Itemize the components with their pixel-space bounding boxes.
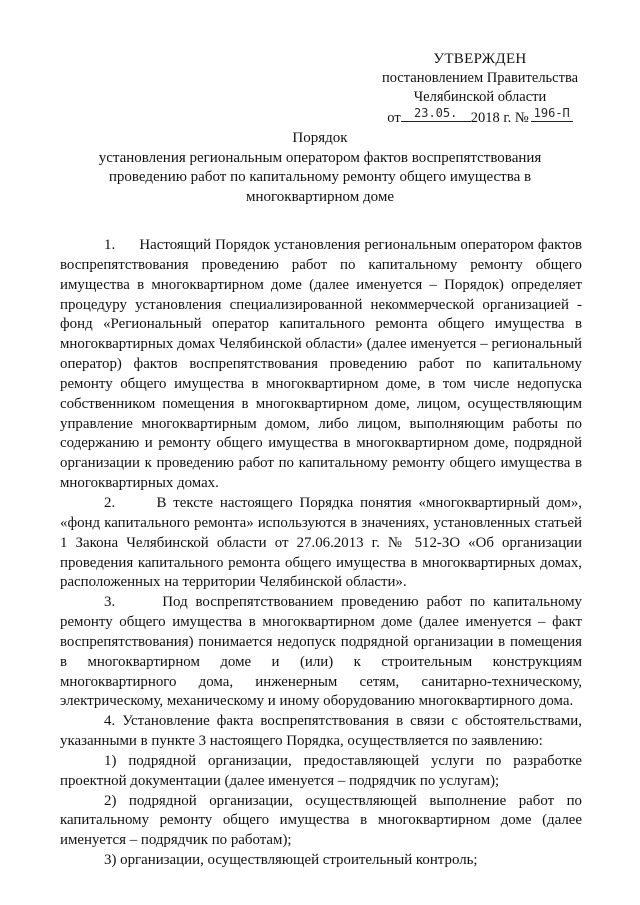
title-line-1: Порядок: [292, 130, 348, 146]
title-line-2: установления региональным оператором фактов воспрепятствования: [98, 149, 542, 166]
number-blank: [531, 107, 573, 122]
paragraph-4-item-2: 2) подрядной организации, осуществляющей выполнение работ по капитальному ремонту общего имущества в многоквартирном доме (далее именуется – подрядчик по работам);: [60, 792, 582, 849]
paragraph-4-item-3: 3) организации, осуществляющей строительный контроль;: [104, 852, 478, 869]
approval-region: Челябинской области: [413, 89, 547, 105]
approval-heading: УТВЕРЖДЕН: [433, 51, 527, 67]
handwritten-number: 196-П: [533, 106, 570, 120]
paragraph-4-item-1: 1) подрядной организации, предоставляющей услуги по разработке проектной документации (далее именуется – подрядчик по услугам);: [60, 752, 582, 789]
date-blank: [401, 107, 471, 122]
handwritten-date: 23.05.: [414, 106, 458, 120]
document-title: [60, 129, 580, 207]
approval-date-line: [360, 107, 600, 128]
title-line-3: проведению работ по капитальному ремонту общего имущества в: [108, 169, 532, 185]
paragraph-4: 4. Установление факта воспрепятствования в связи с обстоятельствами, указанными в пункте 3 настоящего Порядка, осуществляется по заявлению:: [60, 713, 582, 750]
paragraph-3: 3. Под воспрепятствованием проведению работ по капитальному ремонту общего имущества в многоквартирном доме (далее именуется – факт воспрепятствования) понимается недопуск подрядной организации в помещения в многоквартирном доме и (или) к строительным конструкциям многоквартирного дома, инженерным сетям, санитарно-техническому, электрическому, механическому и иному оборудованию многоквартирного дома.: [60, 594, 582, 710]
title-line-4: многоквартирном доме: [246, 188, 394, 205]
year-number-label: 2018 г. №: [470, 110, 529, 126]
paragraph-1: 1. Настоящий Порядок установления региональным оператором фактов воспрепятствования проведению работ по капитальному ремонту общего имущества в многоквартирном доме (далее именуется – Порядок) определяет процедуру установления специализированной некоммерческой организацией - фонд «Региональный оператор капитального ремонта общего имущества в многоквартирных домах Челябинской области» (далее именуется – региональный оператор) фактов воспрепятствования проведению работ по капитальному ремонту общего имущества в многоквартирном доме, в том числе недопуска собственником помещения в многоквартирном доме, лицом, осуществляющим управление многоквартирным домом, либо лицом, выполняющим работы по содержанию и ремонту общего имущества в многоквартирном доме, подрядной организации к проведению работ по капитальному ремонту общего имущества в многоквартирных домах.: [60, 237, 582, 492]
document-body: [60, 236, 582, 871]
date-prefix: от: [387, 110, 401, 126]
paragraph-2: 2. В тексте настоящего Порядка понятия «многоквартирный дом», «фонд капитального ремонта» используются в значениях, установленных статьей 1 Закона Челябинской области от 27.06.2013 г. № 512-ЗО «Об организации проведения капитального ремонта общего имущества в многоквартирных домах, расположенных на территории Челябинской области».: [60, 494, 582, 591]
approval-issuer: постановлением Правительства: [381, 70, 579, 86]
approval-block: [360, 50, 600, 128]
